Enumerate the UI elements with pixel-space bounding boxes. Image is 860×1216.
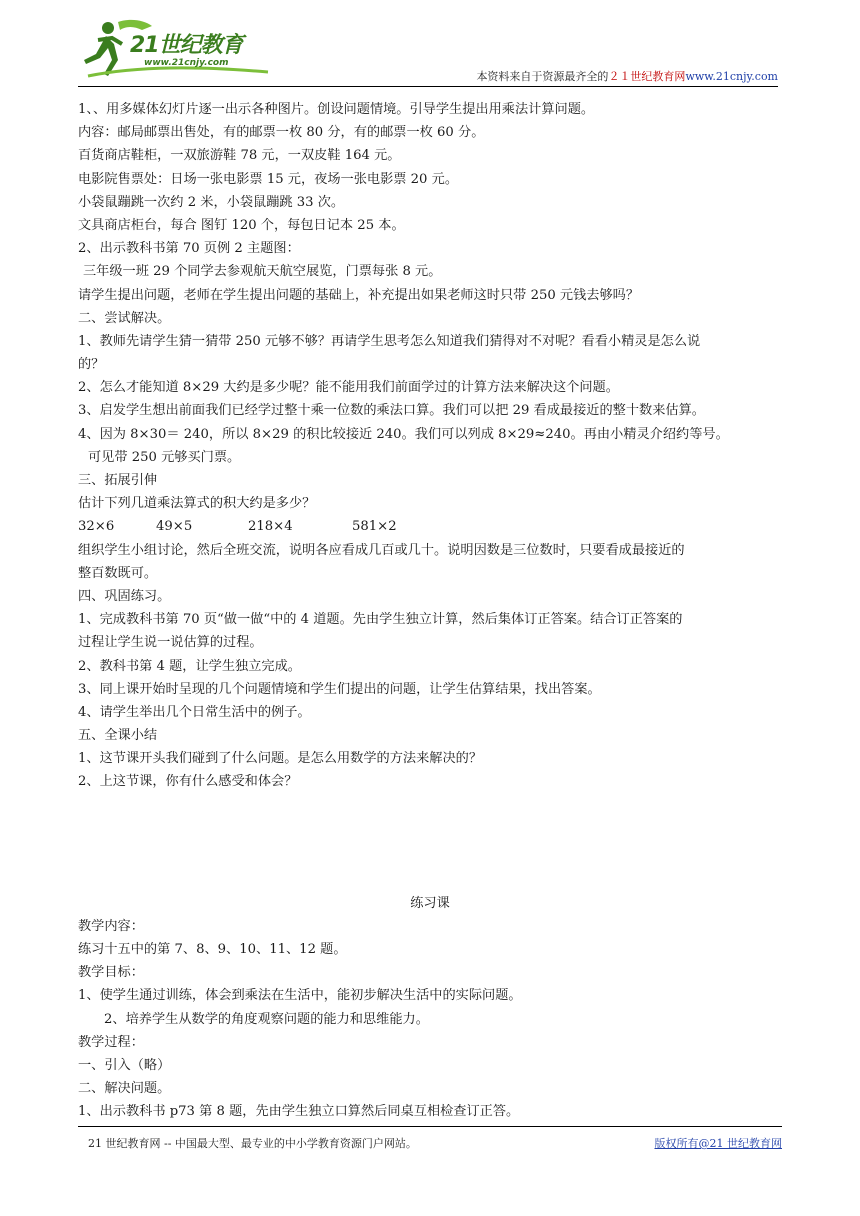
section-practice [78, 539, 782, 794]
text-line: 1、完成教科书第 70 页“做一做“中的 4 道题。先由学生独立计算，然后集体订正答案。结合订正答案的 [78, 612, 683, 628]
text-line: 请学生提出问题，老师在学生提出问题的基础上，补充提出如果老师这时只带 250 元钱去够吗？ [78, 287, 640, 303]
section-heading: 五、全课小结 [78, 728, 158, 744]
page-header [78, 14, 778, 88]
header-note-prefix: 本资料来自于资源最齐全的 [476, 70, 609, 83]
section-heading: 二、尝试解决。 [78, 310, 171, 326]
text-line: 教学过程： [78, 1034, 144, 1050]
section-try [78, 284, 782, 470]
text-line: 3、启发学生想出前面我们已经学过整十乘一位数的乘法口算。我们可以把 29 看成最接近的整十数来估算。 [78, 403, 705, 419]
text-line: 小袋鼠蹦跳一次约 2 米，小袋鼠蹦跳 33 次。 [78, 194, 345, 210]
text-line: 2、出示教科书第 70 页例 2 主题图： [78, 241, 300, 257]
text-line: 1、使学生通过训练，体会到乘法在生活中，能初步解决生活中的实际问题。 [78, 988, 522, 1004]
header-note-site[interactable]: ２１世纪教育网 [608, 70, 686, 83]
section-heading: 四、巩固练习。 [78, 588, 171, 604]
text-line: 组织学生小组讨论，然后全班交流，说明各应看成几百或几十。说明因数是三位数时，只要看成最接近的 [78, 542, 685, 558]
expression: 581×2 [352, 519, 397, 535]
expression: 49×5 [156, 519, 193, 535]
text-line: 电影院售票处：日场一张电影票 15 元，夜场一张电影票 20 元。 [78, 171, 459, 187]
logo-url: www.21cnjy.com [144, 58, 229, 68]
footer-divider [78, 1126, 782, 1127]
text-line: 2、上这节课，你有什么感受和体会？ [78, 774, 298, 790]
text-line: 2、教科书第 4 题，让学生独立完成。 [78, 658, 301, 674]
practice-lesson-title: 练习课 [410, 895, 450, 911]
text-line: 1、教师先请学生猜一猜带 250 元够不够？再请学生思考怎么知道我们猜得对不对呢？看看小精灵是怎么说 [78, 333, 701, 349]
text-line: 的？ [78, 357, 105, 373]
section-extend [78, 469, 782, 539]
section-heading: 二、解决问题。 [78, 1081, 171, 1097]
text-line: 内容：邮局邮票出售处，有的邮票一枚 80 分，有的邮票一枚 60 分。 [78, 125, 485, 141]
header-note [476, 68, 778, 84]
text-line: 练习十五中的第 7、8、9、10、11、12 题。 [78, 942, 347, 957]
expression: 32×6 [78, 519, 115, 535]
text-line: 2、培养学生从数学的角度观察问题的能力和思维能力。 [104, 1011, 429, 1027]
section-lesson-plan [78, 915, 782, 1124]
text-line: 教学内容： [78, 918, 144, 934]
footer-tagline: 21 世纪教育网 -- 中国最大型、最专业的中小学教育资源门户网站。 [88, 1137, 417, 1150]
text-line: 1、这节课开头我们碰到了什么问题。是怎么用数学的方法来解决的？ [78, 751, 483, 767]
expression-row [78, 515, 782, 538]
section-heading: 一、引入（略） [78, 1057, 171, 1073]
text-line: 三年级一班 29 个同学去参观航天航空展览，门票每张 8 元。 [83, 264, 442, 280]
text-line: 百货商店鞋柜，一双旅游鞋 78 元，一双皮鞋 164 元。 [78, 148, 401, 164]
text-line: 1、、用多媒体幻灯片逐一出示各种图片。创设问题情境。引导学生提出用乘法计算问题。 [78, 102, 595, 117]
document-body [78, 98, 782, 1124]
text-line: 2、怎么才能知道 8×29 大约是多少呢？能不能用我们前面学过的计算方法来解决这个问题。 [78, 380, 619, 396]
page-footer [78, 1126, 782, 1150]
text-line: 可见带 250 元够买门票。 [88, 449, 241, 465]
site-logo[interactable] [78, 14, 278, 86]
spacer [78, 794, 782, 892]
text-line: 4、因为 8×30＝ 240，所以 8×29 的积比较接近 240。我们可以列成 8×29≈240。再由小精灵介绍约等号。 [78, 426, 729, 442]
logo-text: 21世纪教育 [130, 33, 243, 58]
header-divider [78, 86, 778, 87]
copyright-link[interactable]: 版权所有@21 世纪教育网 [654, 1137, 782, 1150]
section-intro [78, 98, 782, 284]
text-line: 1、出示教科书 p73 第 8 题，先由学生独立口算然后同桌互相检查订正答。 [78, 1104, 520, 1120]
text-line: 4、请学生举出几个日常生活中的例子。 [78, 704, 311, 720]
header-note-url[interactable]: www.21cnjy.com [685, 70, 778, 83]
text-line: 3、同上课开始时呈现的几个问题情境和学生们提出的问题，让学生估算结果，找出答案。 [78, 681, 601, 697]
expression: 218×4 [248, 519, 293, 535]
text-line: 过程让学生说一说估算的过程。 [78, 635, 263, 651]
section-heading: 三、拓展引伸 [78, 473, 158, 488]
text-line: 估计下列几道乘法算式的积大约是多少？ [78, 496, 316, 512]
text-line: 整百数既可。 [78, 565, 158, 581]
text-line: 教学目标： [78, 965, 144, 981]
text-line: 文具商店柜台，每合 图钉 120 个，每包日记本 25 本。 [78, 217, 405, 233]
